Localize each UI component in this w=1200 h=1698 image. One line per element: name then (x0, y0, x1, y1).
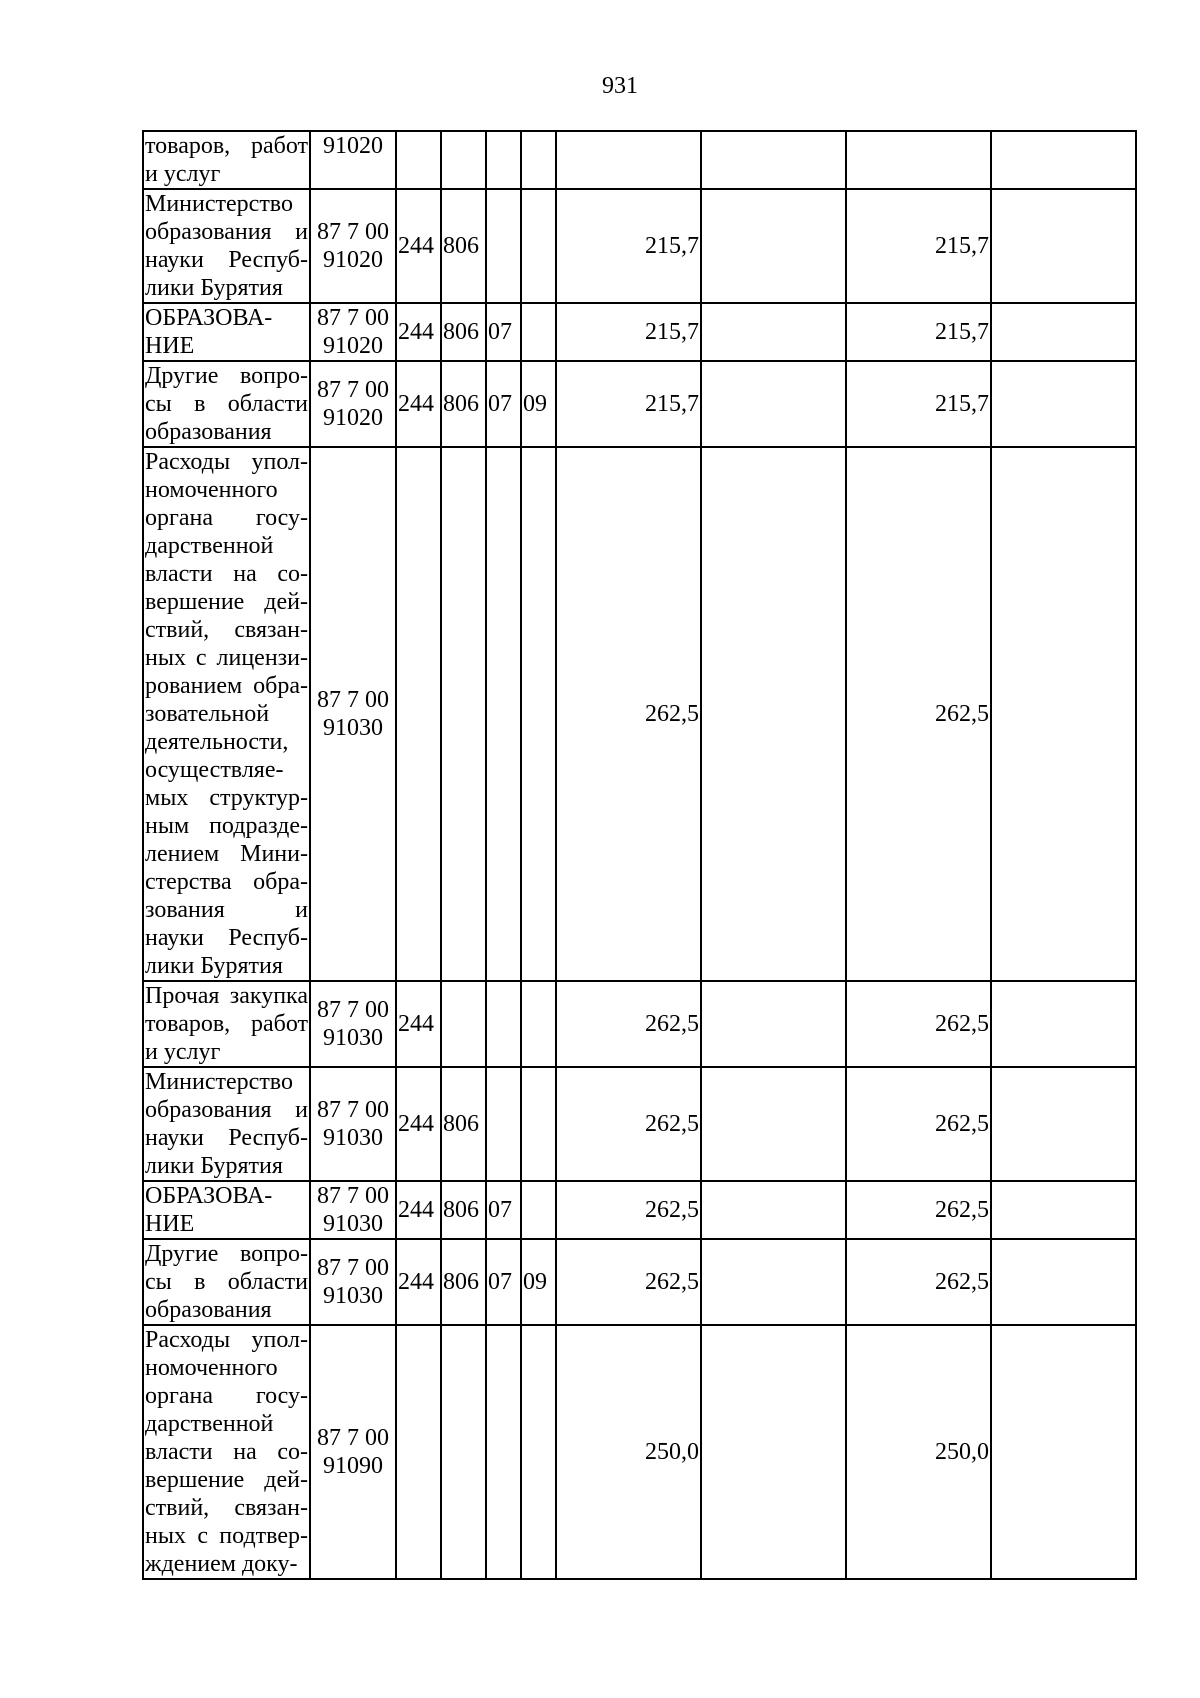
row-name-cell (143, 1181, 310, 1239)
row-name-cell (143, 447, 310, 981)
budget-table (142, 130, 1137, 1580)
row-section-cell: 07 (486, 303, 521, 361)
table-row (143, 1067, 1136, 1181)
row-target-article-cell (310, 1181, 396, 1239)
row-expense-type-cell: 244 (396, 1067, 441, 1181)
row-name-line: дарственной (145, 533, 274, 559)
table-row (143, 131, 1136, 189)
row-target-article-line: 87 7 00 (317, 997, 389, 1023)
row-amount-cell-4 (991, 189, 1136, 303)
table-row (143, 189, 1136, 303)
row-expense-type-cell (396, 131, 441, 189)
row-target-article-line: 91030 (323, 1211, 383, 1237)
row-amount-cell-1: 262,5 (556, 981, 701, 1067)
row-name-line: осуществляе- (145, 757, 284, 783)
row-name-line: образования (145, 419, 272, 445)
row-ministry-code-cell (441, 131, 486, 189)
row-amount-cell-2 (701, 447, 846, 981)
row-amount-cell-2 (701, 303, 846, 361)
row-name-line: науки Респуб- (145, 1125, 308, 1151)
row-name-line: номоченного (145, 477, 278, 503)
row-name-line: ОБРАЗОВА- (145, 1183, 273, 1209)
row-amount-cell-3: 215,7 (846, 303, 991, 361)
row-amount-cell-1: 215,7 (556, 361, 701, 447)
row-amount-cell-3: 215,7 (846, 189, 991, 303)
row-name-cell (143, 303, 310, 361)
row-target-article-line: 87 7 00 (317, 1425, 389, 1451)
row-name-line: зовательной (145, 701, 270, 727)
row-ministry-code-cell: 806 (441, 303, 486, 361)
row-section-cell: 07 (486, 361, 521, 447)
row-target-article-line: 91020 (323, 405, 383, 431)
row-expense-type-cell: 244 (396, 1239, 441, 1325)
row-amount-cell-4 (991, 447, 1136, 981)
row-target-article-line: 91090 (323, 1453, 383, 1479)
row-amount-cell-3: 262,5 (846, 981, 991, 1067)
row-section-cell (486, 1325, 521, 1579)
row-amount-cell-4 (991, 1239, 1136, 1325)
row-target-article-line: 87 7 00 (317, 305, 389, 331)
row-name-line: стерства обра- (145, 869, 308, 895)
row-ministry-code-cell (441, 981, 486, 1067)
row-ministry-code-cell: 806 (441, 1181, 486, 1239)
row-subsection-cell: 09 (521, 361, 556, 447)
row-amount-cell-4 (991, 1067, 1136, 1181)
row-expense-type-cell: 244 (396, 189, 441, 303)
row-target-article-line: 87 7 00 (317, 1183, 389, 1209)
table-row (143, 303, 1136, 361)
row-target-article-line: 91030 (323, 1025, 383, 1051)
row-name-line: ных с подтвер- (145, 1523, 308, 1549)
row-amount-cell-4 (991, 1181, 1136, 1239)
row-target-article-line: 87 7 00 (317, 1097, 389, 1123)
row-name-line: ствий, связан- (145, 1495, 308, 1521)
row-expense-type-cell: 244 (396, 1181, 441, 1239)
row-name-line: вершение дей- (145, 589, 308, 615)
row-amount-cell-3: 250,0 (846, 1325, 991, 1579)
row-amount-cell-2 (701, 981, 846, 1067)
row-target-article-cell (310, 1325, 396, 1579)
row-name-line: лением Мини- (145, 841, 308, 867)
row-amount-cell-2 (701, 1325, 846, 1579)
row-ministry-code-cell: 806 (441, 1067, 486, 1181)
row-target-article-cell (310, 981, 396, 1067)
table-row (143, 1325, 1136, 1579)
row-name-line: товаров, работ (145, 1011, 308, 1037)
row-amount-cell-1: 262,5 (556, 1239, 701, 1325)
row-name-line: вершение дей- (145, 1467, 308, 1493)
row-name-line: Расходы упол- (145, 449, 308, 475)
row-amount-cell-2 (701, 131, 846, 189)
row-target-article-cell (310, 361, 396, 447)
row-subsection-cell: 09 (521, 1239, 556, 1325)
row-amount-cell-3: 262,5 (846, 1067, 991, 1181)
row-target-article-line: 91020 (323, 247, 383, 273)
row-name-line: науки Респуб- (145, 925, 308, 951)
table-row (143, 1181, 1136, 1239)
row-ministry-code-cell: 806 (441, 189, 486, 303)
row-name-line: ждением доку- (145, 1551, 298, 1577)
row-name-line: дарственной (145, 1411, 274, 1437)
row-ministry-code-cell (441, 1325, 486, 1579)
table-row (143, 447, 1136, 981)
row-name-line: лики Бурятия (145, 1153, 283, 1179)
row-name-line: образования и (145, 219, 308, 245)
page-number: 931 (602, 73, 638, 99)
row-name-line: образования (145, 1297, 272, 1323)
row-name-line: органа госу- (145, 1383, 308, 1409)
row-amount-cell-1 (556, 131, 701, 189)
row-amount-cell-1: 262,5 (556, 1067, 701, 1181)
row-amount-cell-2 (701, 1067, 846, 1181)
row-subsection-cell (521, 1181, 556, 1239)
row-amount-cell-1: 262,5 (556, 1181, 701, 1239)
row-amount-cell-3 (846, 131, 991, 189)
row-name-line: ных с лицензи- (145, 645, 308, 671)
row-amount-cell-1: 215,7 (556, 303, 701, 361)
row-expense-type-cell (396, 447, 441, 981)
row-amount-cell-2 (701, 189, 846, 303)
row-amount-cell-1: 215,7 (556, 189, 701, 303)
row-name-cell (143, 1067, 310, 1181)
row-name-line: Другие вопро- (145, 363, 308, 389)
row-name-cell (143, 131, 310, 189)
row-name-line: власти на со- (145, 1439, 308, 1465)
row-name-line: мых структур- (145, 785, 308, 811)
row-name-line: образования и (145, 1097, 308, 1123)
row-name-line: ным подразде- (145, 813, 308, 839)
row-name-line: Министерство (145, 1069, 293, 1095)
row-amount-cell-3: 215,7 (846, 361, 991, 447)
row-name-line: и услуг (145, 1039, 221, 1065)
row-target-article-cell (310, 447, 396, 981)
row-name-line: НИЕ (145, 333, 195, 359)
row-subsection-cell (521, 447, 556, 981)
row-target-article-line: 91030 (323, 715, 383, 741)
row-subsection-cell (521, 131, 556, 189)
row-amount-cell-4 (991, 303, 1136, 361)
row-name-cell (143, 1325, 310, 1579)
row-amount-cell-2 (701, 1239, 846, 1325)
table-row (143, 981, 1136, 1067)
row-amount-cell-2 (701, 361, 846, 447)
row-name-line: Министерство (145, 191, 293, 217)
row-name-line: зования и (145, 897, 308, 923)
row-name-line: лики Бурятия (145, 953, 283, 979)
row-section-cell (486, 189, 521, 303)
row-expense-type-cell: 244 (396, 981, 441, 1067)
row-section-cell: 07 (486, 1181, 521, 1239)
row-name-line: Другие вопро- (145, 1241, 308, 1267)
row-target-article-line: 91030 (323, 1125, 383, 1151)
row-name-line: деятельности, (145, 729, 289, 755)
table-row (143, 361, 1136, 447)
row-name-line: номоченного (145, 1355, 278, 1381)
row-section-cell (486, 447, 521, 981)
row-expense-type-cell: 244 (396, 361, 441, 447)
row-name-line: рованием обра- (145, 673, 308, 699)
row-name-line: власти на со- (145, 561, 308, 587)
row-ministry-code-cell: 806 (441, 361, 486, 447)
row-name-cell (143, 189, 310, 303)
row-section-cell (486, 981, 521, 1067)
row-name-line: лики Бурятия (145, 275, 283, 301)
row-amount-cell-1: 250,0 (556, 1325, 701, 1579)
row-amount-cell-3: 262,5 (846, 447, 991, 981)
row-amount-cell-3: 262,5 (846, 1181, 991, 1239)
row-name-line: НИЕ (145, 1211, 195, 1237)
row-amount-cell-2 (701, 1181, 846, 1239)
row-amount-cell-4 (991, 1325, 1136, 1579)
row-name-line: органа госу- (145, 505, 308, 531)
row-subsection-cell (521, 1325, 556, 1579)
row-target-article-cell (310, 1067, 396, 1181)
table-row (143, 1239, 1136, 1325)
row-section-cell (486, 131, 521, 189)
row-name-cell (143, 981, 310, 1067)
row-subsection-cell (521, 303, 556, 361)
row-ministry-code-cell: 806 (441, 1239, 486, 1325)
row-subsection-cell (521, 981, 556, 1067)
row-target-article-line: 87 7 00 (317, 377, 389, 403)
row-name-line: ОБРАЗОВА- (145, 305, 273, 331)
row-amount-cell-4 (991, 981, 1136, 1067)
row-name-line: ствий, связан- (145, 617, 308, 643)
row-target-article-cell (310, 303, 396, 361)
row-section-cell (486, 1067, 521, 1181)
row-amount-cell-1: 262,5 (556, 447, 701, 981)
row-name-line: и услуг (145, 161, 221, 187)
row-target-article-line: 87 7 00 (317, 1255, 389, 1281)
row-target-article-line: 91020 (323, 133, 383, 159)
row-name-line: Расходы упол- (145, 1327, 308, 1353)
row-target-article-line: 91030 (323, 1283, 383, 1309)
row-amount-cell-3: 262,5 (846, 1239, 991, 1325)
row-subsection-cell (521, 1067, 556, 1181)
row-target-article-line: 87 7 00 (317, 687, 389, 713)
row-ministry-code-cell (441, 447, 486, 981)
row-name-line: сы в области (145, 1269, 308, 1295)
row-expense-type-cell (396, 1325, 441, 1579)
row-name-line: науки Респуб- (145, 247, 308, 273)
row-expense-type-cell: 244 (396, 303, 441, 361)
row-name-cell (143, 1239, 310, 1325)
row-target-article-cell (310, 131, 396, 189)
row-target-article-cell (310, 1239, 396, 1325)
table-body (143, 131, 1136, 1579)
row-target-article-line: 87 7 00 (317, 219, 389, 245)
row-name-line: сы в области (145, 391, 308, 417)
row-name-line: товаров, работ (145, 133, 308, 159)
row-name-line: Прочая закупка (145, 983, 308, 1009)
row-target-article-line: 91020 (323, 333, 383, 359)
row-name-cell (143, 361, 310, 447)
row-section-cell: 07 (486, 1239, 521, 1325)
row-amount-cell-4 (991, 361, 1136, 447)
row-target-article-cell (310, 189, 396, 303)
row-subsection-cell (521, 189, 556, 303)
row-amount-cell-4 (991, 131, 1136, 189)
